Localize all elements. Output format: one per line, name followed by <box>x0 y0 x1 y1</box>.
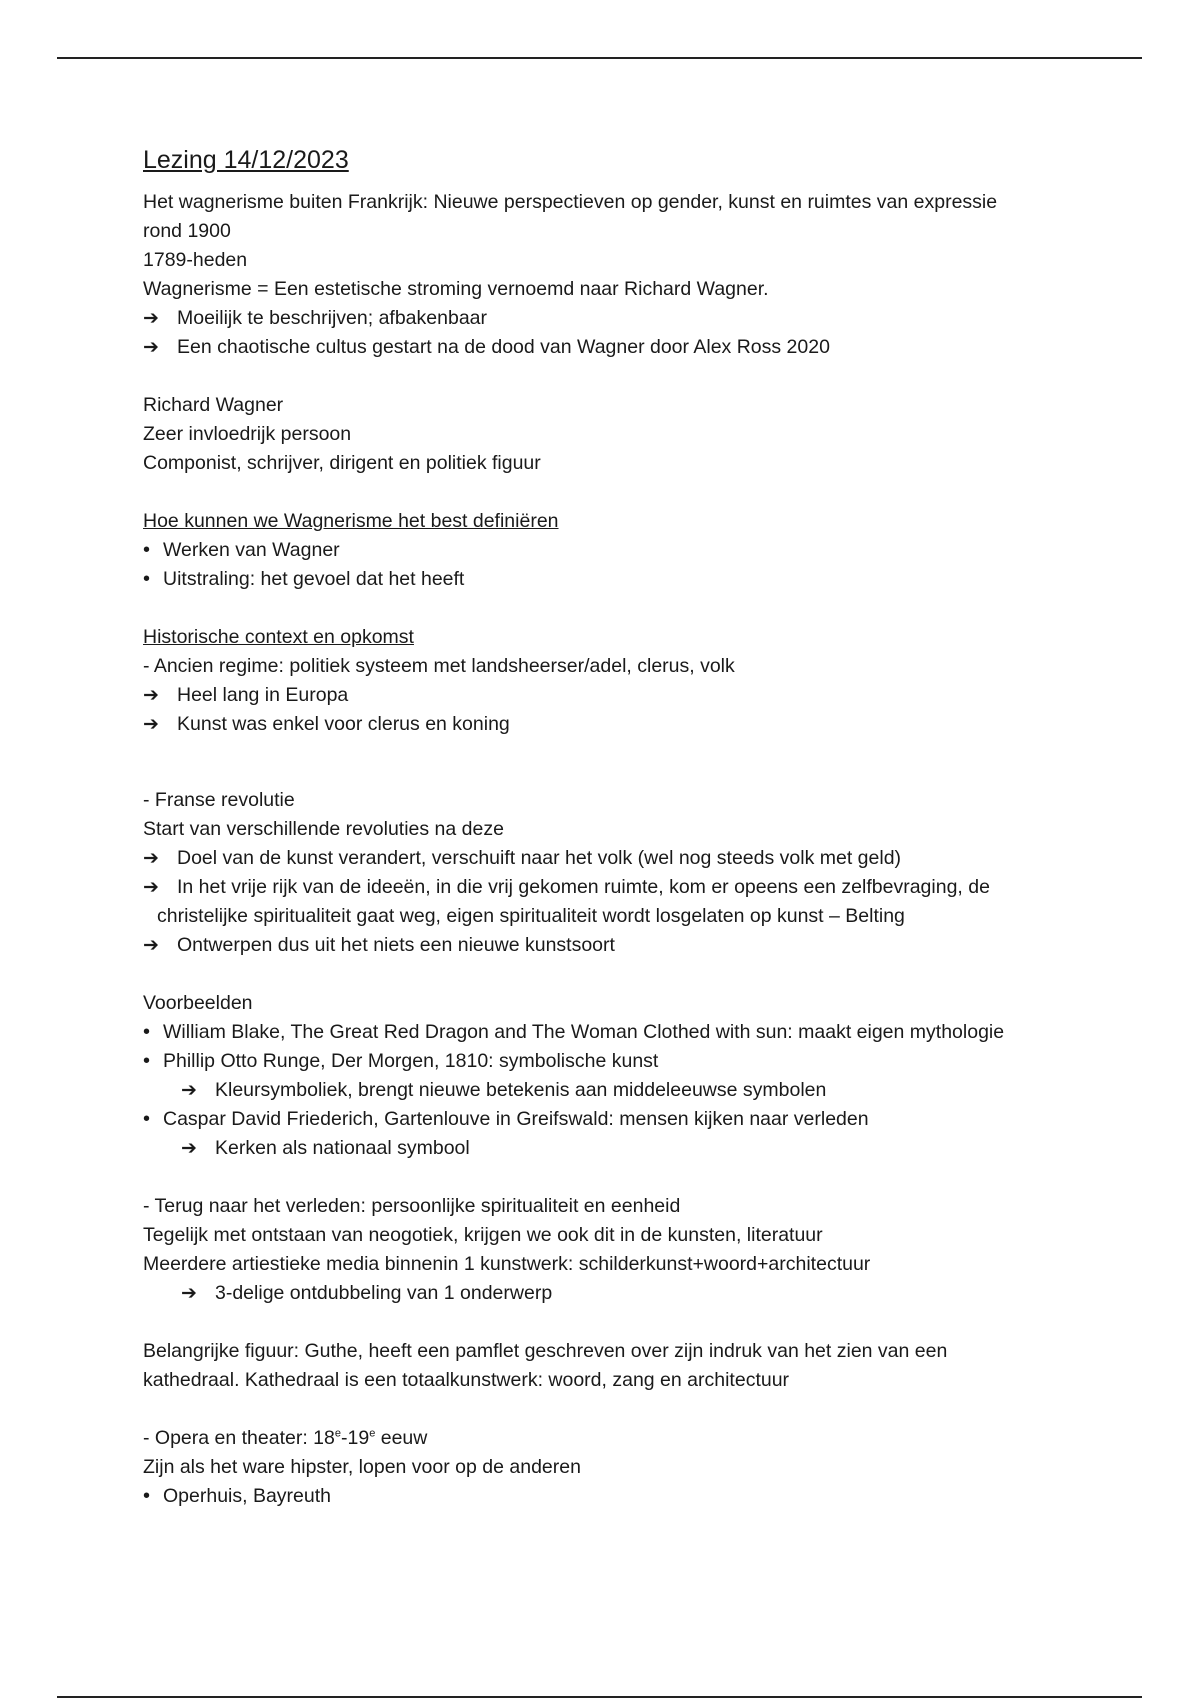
arrow-item: ➔ Ontwerpen dus uit het niets een nieuwe kunstsoort <box>143 931 1063 960</box>
arrow-icon: ➔ <box>181 1079 197 1101</box>
sub-arrow-item: ➔ Kerken als nationaal symbool <box>181 1134 1063 1163</box>
bullet-icon: • <box>143 1021 151 1043</box>
section-heading-examples: Voorbeelden <box>143 992 253 1014</box>
arrow-item: ➔ Moeilijk te beschrijven; afbakenbaar <box>143 304 1063 333</box>
arrow-item: ➔ Doel van de kunst verandert, verschuift naar het volk (wel nog steeds volk met geld) <box>143 844 1063 873</box>
arrow-icon: ➔ <box>181 1282 197 1304</box>
subtitle-line-1: Het wagnerisme buiten Frankrijk: Nieuwe perspectieven op gender, kunst en ruimtes van expressie <box>143 191 998 213</box>
bullet-icon: • <box>143 568 151 590</box>
bullet-item: • Phillip Otto Runge, Der Morgen, 1810: symbolische kunst <box>143 1047 1063 1076</box>
arrow-item: ➔ Een chaotische cultus gestart na de dood van Wagner door Alex Ross 2020 <box>143 333 1063 362</box>
document-body <box>143 142 1063 1511</box>
arrow-item: ➔ Heel lang in Europa <box>143 681 1063 710</box>
header-rule <box>57 57 1142 59</box>
past-line-1: Tegelijk met ontstaan van neogotiek, krijgen we ook dit in de kunsten, literatuur <box>143 1224 823 1246</box>
arrow-icon: ➔ <box>143 336 159 358</box>
ancien-regime: - Ancien regime: politiek systeem met landsheerser/adel, clerus, volk <box>143 655 735 677</box>
arrow-icon: ➔ <box>143 876 159 898</box>
arrow-icon: ➔ <box>143 684 159 706</box>
figure-line-1: Belangrijke figuur: Guthe, heeft een pamflet geschreven over zijn indruk van het zien van een <box>143 1340 948 1362</box>
past-line-2: Meerdere artiestieke media binnenin 1 kunstwerk: schilderkunst+woord+architectuur <box>143 1253 871 1275</box>
arrow-icon: ➔ <box>143 713 159 735</box>
page-title: Lezing 14/12/2023 <box>143 146 349 174</box>
arrow-icon: ➔ <box>143 847 159 869</box>
bullet-item: • Operhuis, Bayreuth <box>143 1482 1063 1511</box>
section-heading-opera: - Opera en theater: 18e-19e eeuw <box>143 1427 428 1449</box>
bullet-icon: • <box>143 539 151 561</box>
footer-rule <box>57 1696 1142 1698</box>
arrow-icon: ➔ <box>143 934 159 956</box>
bullet-icon: • <box>143 1050 151 1072</box>
wagner-line-1: Zeer invloedrijk persoon <box>143 423 352 445</box>
arrow-item: ➔ Kunst was enkel voor clerus en koning <box>143 710 1063 739</box>
wagner-line-2: Componist, schrijver, dirigent en politiek figuur <box>143 452 541 474</box>
arrow-icon: ➔ <box>181 1137 197 1159</box>
bullet-icon: • <box>143 1485 151 1507</box>
period: 1789-heden <box>143 249 248 271</box>
bullet-item: • Uitstraling: het gevoel dat het heeft <box>143 565 1063 594</box>
sub-arrow-item: ➔ Kleursymboliek, brengt nieuwe betekenis aan middeleeuwse symbolen <box>181 1076 1063 1105</box>
bullet-icon: • <box>143 1108 151 1130</box>
arrow-item-wrapped: ➔ In het vrije rijk van de ideeën, in die vrij gekomen ruimte, kom er opeens een zelfbevraging, de christelijke spiritualiteit gaat weg, eigen spiritualiteit wordt losgelaten op kunst – Belting <box>143 873 1063 931</box>
bullet-item: • Caspar David Friederich, Gartenlouve in Greifswald: mensen kijken naar verleden <box>143 1105 1063 1134</box>
revolution-line: Start van verschillende revoluties na deze <box>143 818 504 840</box>
sub-arrow-item: ➔ 3-delige ontdubbeling van 1 onderwerp <box>181 1279 1063 1308</box>
definition: Wagnerisme = Een estetische stroming vernoemd naar Richard Wagner. <box>143 278 769 300</box>
section-heading-define: Hoe kunnen we Wagnerisme het best definiëren <box>143 510 559 532</box>
section-wagner-name: Richard Wagner <box>143 394 284 416</box>
section-heading-past: - Terug naar het verleden: persoonlijke spiritualiteit en eenheid <box>143 1195 681 1217</box>
bullet-item: • William Blake, The Great Red Dragon and The Woman Clothed with sun: maakt eigen mythologie <box>143 1018 1063 1047</box>
arrow-icon: ➔ <box>143 307 159 329</box>
section-heading-revolution: - Franse revolutie <box>143 789 295 811</box>
section-heading-history: Historische context en opkomst <box>143 626 414 648</box>
subtitle-line-2: rond 1900 <box>143 220 231 242</box>
opera-line: Zijn als het ware hipster, lopen voor op de anderen <box>143 1456 581 1478</box>
bullet-item: • Werken van Wagner <box>143 536 1063 565</box>
figure-line-2: kathedraal. Kathedraal is een totaalkunstwerk: woord, zang en architectuur <box>143 1369 790 1391</box>
